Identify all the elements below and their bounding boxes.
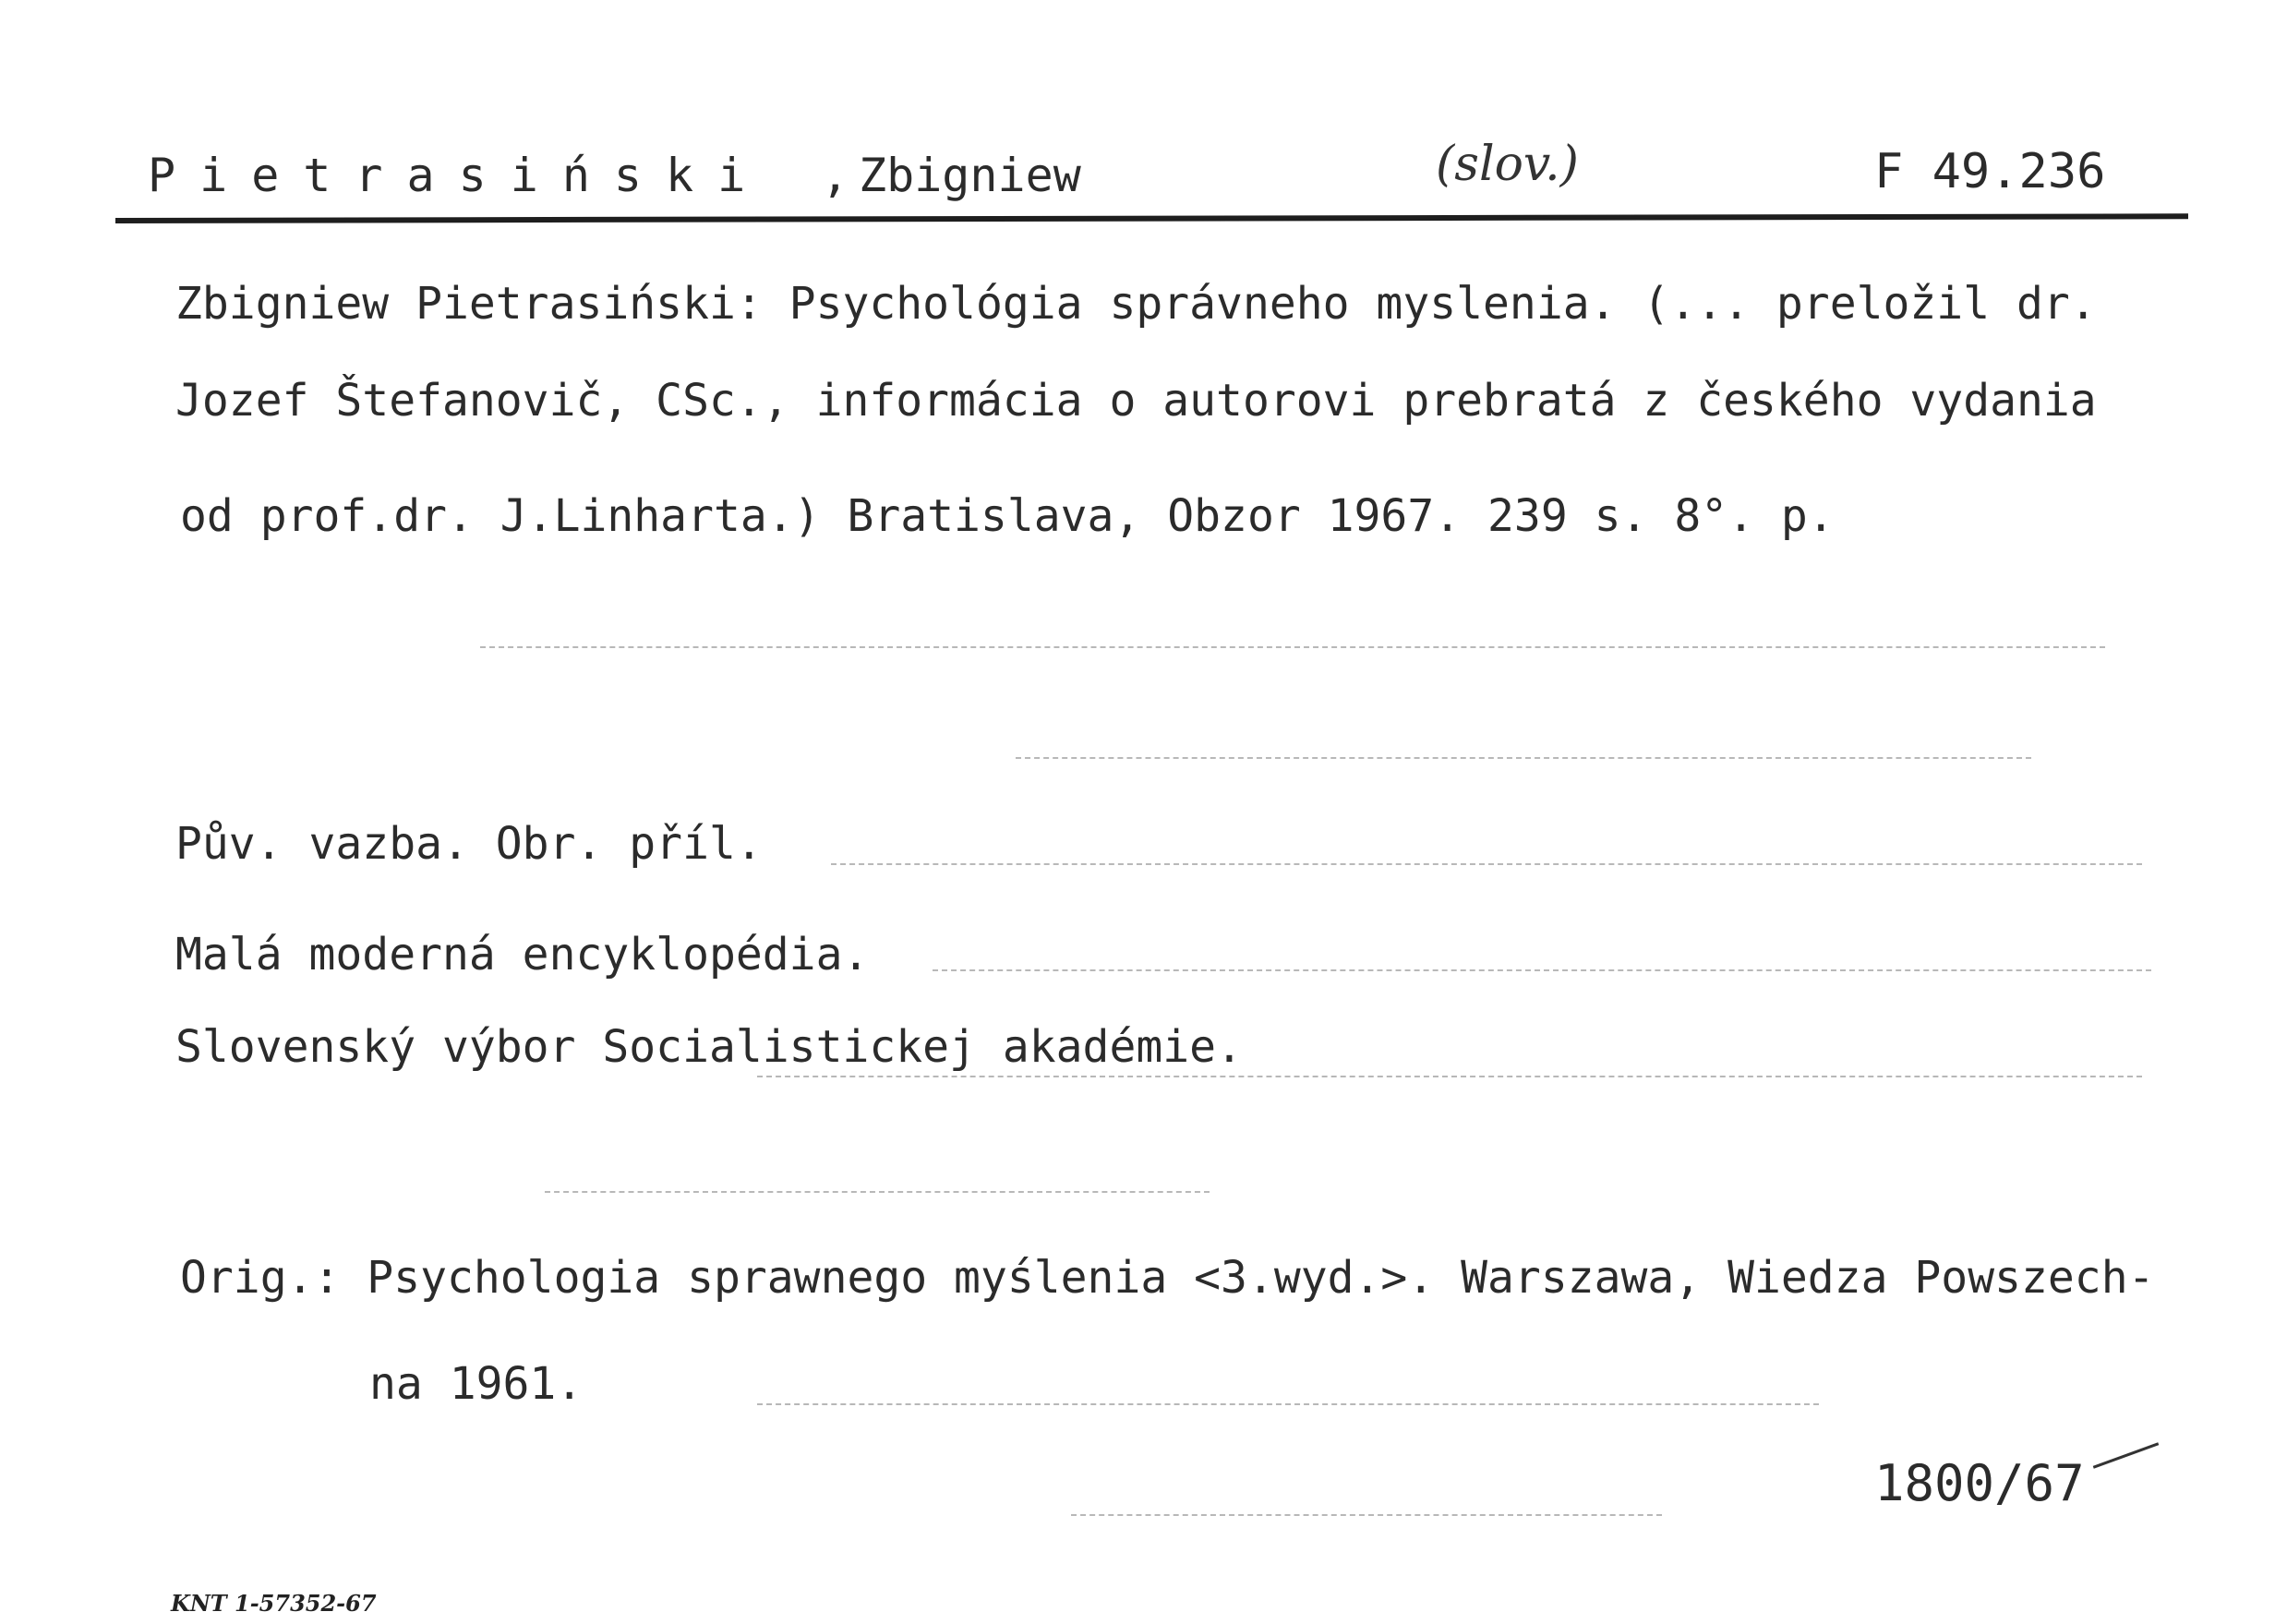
binding-note: Pův. vazba. Obr. příl. bbox=[175, 818, 763, 870]
faint-dotted-guide bbox=[757, 1076, 2142, 1077]
shelfmark: F 49.236 bbox=[1874, 144, 2106, 199]
printer-mark: KNT 1-57352-67 bbox=[171, 1590, 377, 1617]
description-line-3: od prof.dr. J.Linharta.) Bratislava, Obzor 1967. 239 s. 8°. p. bbox=[180, 490, 1835, 542]
faint-dotted-guide bbox=[831, 863, 2142, 865]
faint-dotted-guide bbox=[480, 646, 2105, 648]
author-given-name: Zbigniew bbox=[859, 149, 1081, 202]
publisher-body-note: Slovenský výbor Socialistickej akadémie. bbox=[175, 1021, 1243, 1073]
faint-dotted-guide bbox=[1016, 757, 2031, 759]
faint-dotted-guide bbox=[545, 1191, 1210, 1193]
description-line-2: Jozef Štefanovič, CSc., informácia o autorovi prebratá z českého vydania bbox=[175, 375, 2097, 427]
handwritten-tick-mark bbox=[2093, 1442, 2160, 1468]
faint-dotted-guide bbox=[933, 969, 2151, 971]
handwritten-language-note: (slov.) bbox=[1436, 137, 1579, 192]
description-line-1: Zbigniew Pietrasiński: Psychológia správneho myslenia. (... preložil dr. bbox=[175, 278, 2097, 330]
faint-dotted-guide bbox=[757, 1403, 1819, 1405]
series-note: Malá moderná encyklopédia. bbox=[175, 929, 870, 980]
original-title-line-1: Orig.: Psychologia sprawnego myślenia <3.wyd.>. Warszawa, Wiedza Powszech- bbox=[180, 1252, 2155, 1304]
faint-dotted-guide bbox=[1071, 1514, 1662, 1516]
original-title-line-2: na 1961. bbox=[369, 1358, 584, 1410]
heading-rule bbox=[115, 213, 2188, 223]
author-surname: Pietrasiński , bbox=[148, 149, 873, 202]
accession-number: 1800/67 bbox=[1874, 1454, 2085, 1512]
